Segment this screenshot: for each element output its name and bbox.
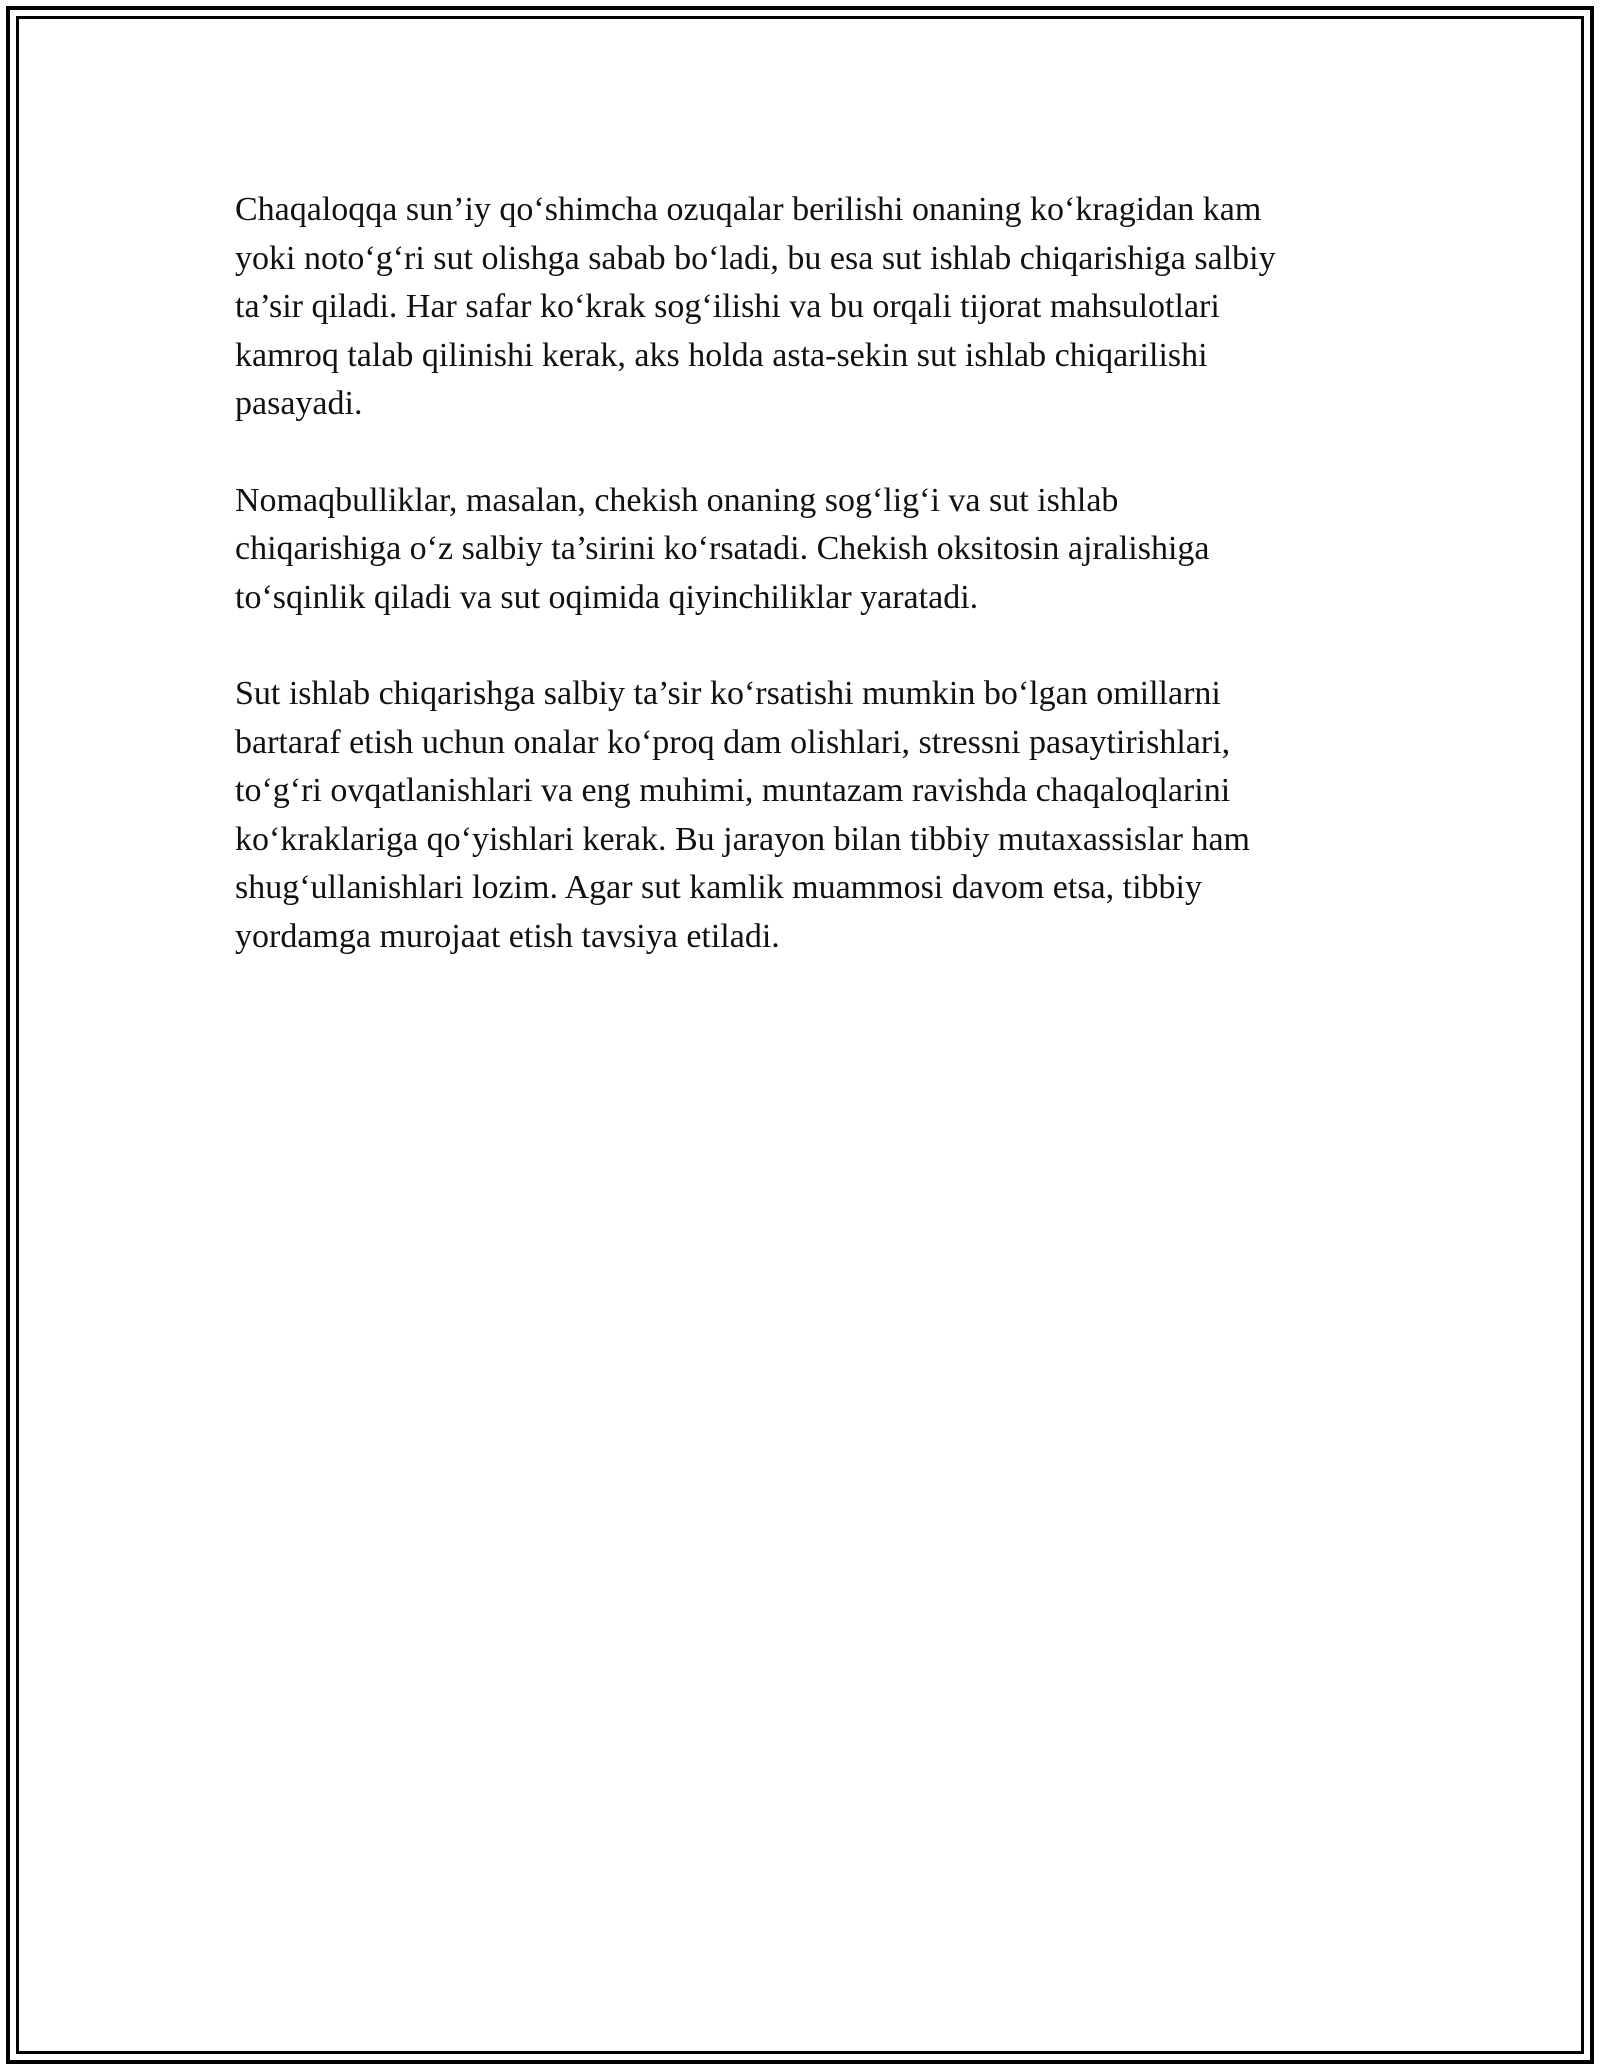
paragraph-line: yordamga murojaat etish tavsiya etiladi.: [235, 917, 780, 955]
paragraph-line: ko‘kraklariga qo‘yishlari kerak. Bu jarayon bilan tibbiy mutaxassislar ham: [235, 820, 1251, 858]
paragraph-line: yoki noto‘g‘ri sut olishga sabab bo‘ladi, bu esa sut ishlab chiqarishiga salbiy: [235, 239, 1276, 277]
paragraph-line: Nomaqbulliklar, masalan, chekish onaning sog‘lig‘i va sut ishlab: [235, 481, 1119, 519]
paragraph-line: Sut ishlab chiqarishga salbiy ta’sir ko‘rsatishi mumkin bo‘lgan omillarni: [235, 675, 1221, 712]
paragraph-line: shug‘ullanishlari lozim. Agar sut kamlik muammosi davom etsa, tibbiy: [235, 869, 1202, 906]
document-body: [235, 186, 1375, 1009]
paragraph-line: to‘g‘ri ovqatlanishlari va eng muhimi, muntazam ravishda chaqaloqlarini: [235, 772, 1231, 809]
paragraph-line: bartaraf etish uchun onalar ko‘proq dam olishlari, stressni pasaytirishlari,: [235, 723, 1231, 761]
paragraph-1: [235, 186, 1375, 429]
paragraph-line: ta’sir qiladi. Har safar ko‘krak sog‘ilishi va bu orqali tijorat mahsulotlari: [235, 288, 1220, 325]
paragraph-3: [235, 670, 1375, 961]
paragraph-line: Chaqaloqqa sun’iy qo‘shimcha ozuqalar berilishi onaning ko‘kragidan kam: [235, 191, 1262, 228]
paragraph-line: chiqarishiga o‘z salbiy ta’sirini ko‘rsatadi. Chekish oksitosin ajralishiga: [235, 530, 1210, 567]
paragraph-2: [235, 477, 1375, 623]
paragraph-line: kamroq talab qilinishi kerak, aks holda asta-sekin sut ishlab chiqarilishi: [235, 336, 1208, 374]
paragraph-line: to‘sqinlik qiladi va sut oqimida qiyinchiliklar yaratadi.: [235, 578, 979, 616]
paragraph-line: pasayadi.: [235, 385, 363, 422]
